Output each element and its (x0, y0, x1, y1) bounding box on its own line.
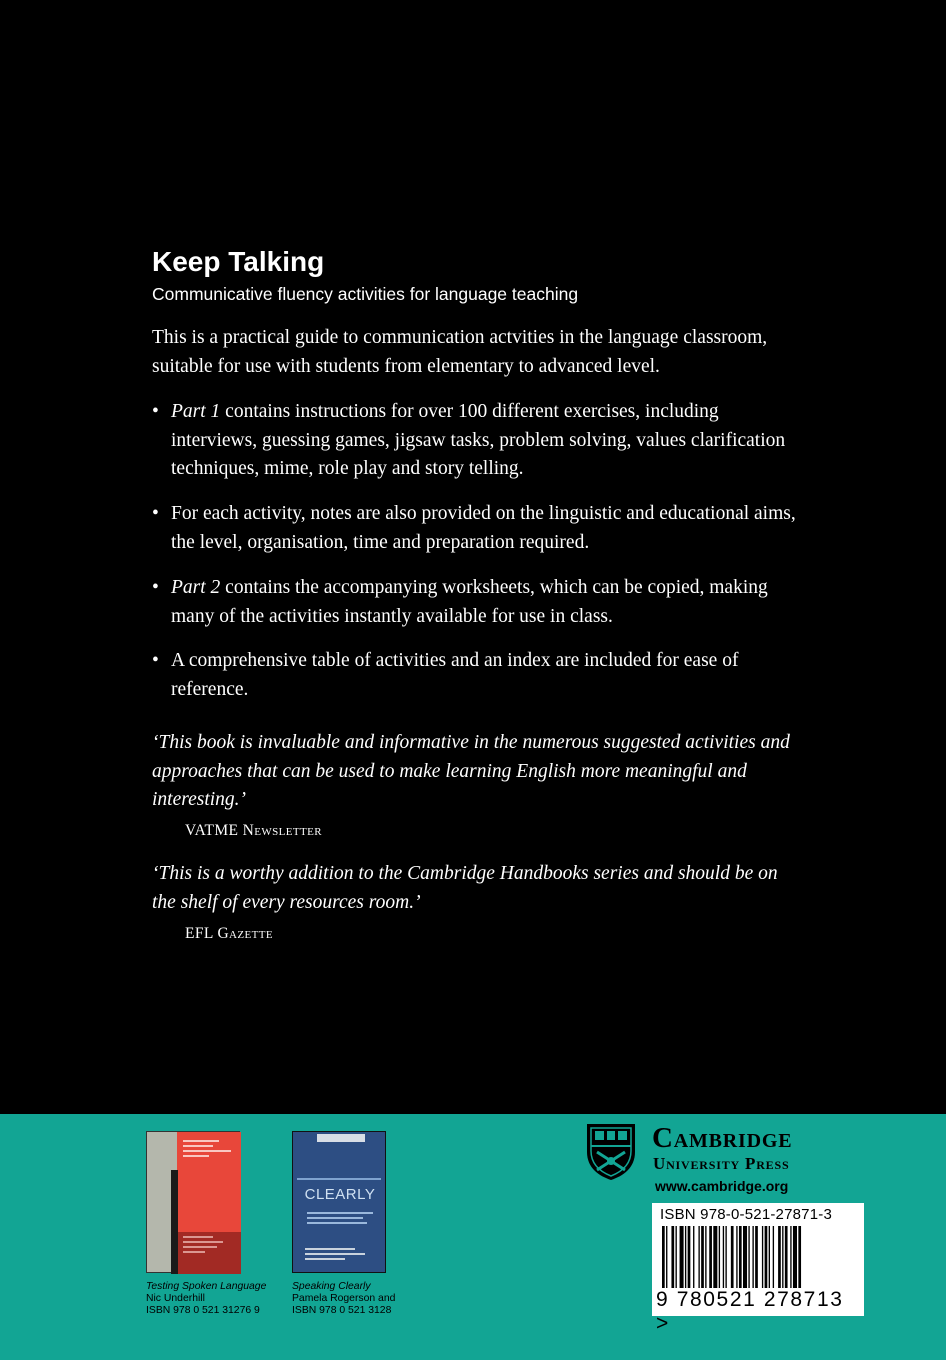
bullet-lead: Part 1 (171, 401, 221, 422)
bullet-item (152, 647, 802, 704)
bullet-text (171, 398, 802, 484)
related-book-cover (292, 1131, 386, 1273)
bullet-item (152, 398, 802, 484)
bullet-body: contains instructions for over 100 different exercises, including interviews, guessing games, jigsaw tasks, problem solving, values clarification techniques, mime, role play and story telling. (171, 401, 786, 480)
quote-source: EFL Gazette (185, 925, 273, 942)
bullet-item (152, 574, 802, 631)
bullet-symbol: • (152, 577, 159, 598)
related-book-info (146, 1281, 267, 1316)
bullet-body: contains the accompanying worksheets, which can be copied, making many of the activities instantly available for use in class. (171, 577, 768, 627)
barcode-digits: 9 780521 278713 > (656, 1288, 844, 1335)
related-book-cover (146, 1131, 240, 1273)
publisher-website[interactable]: www.cambridge.org (655, 1178, 789, 1194)
review-quote: ‘This is a worthy addition to the Cambridge Handbooks series and should be on the shelf of every resources room.’ (152, 863, 778, 913)
related-book-author: Pamela Rogerson and (292, 1292, 396, 1304)
isbn-label: ISBN 978-0-521-27871-3 (660, 1206, 833, 1223)
intro-paragraph: This is a practical guide to communication actvities in the language classroom, suitable for use with students from elementary to advanced level. (152, 327, 768, 377)
related-book-title: Speaking Clearly (292, 1281, 371, 1292)
related-book-author: Nic Underhill (146, 1292, 205, 1304)
bullet-text (171, 647, 802, 704)
bullet-symbol: • (152, 503, 159, 524)
bullet-symbol: • (152, 401, 159, 422)
related-book-title: Testing Spoken Language (146, 1281, 267, 1292)
barcode-bars (660, 1226, 856, 1288)
bullet-text (171, 500, 802, 557)
bullet-body: A comprehensive table of activities and an index are included for ease of reference. (171, 650, 739, 700)
cover-word: CLEARLY (304, 1186, 376, 1203)
publisher-name: Cambridge (652, 1122, 793, 1154)
bullet-body: For each activity, notes are also provided on the linguistic and educational aims, the level, organisation, time and preparation required. (171, 503, 796, 553)
review-quote: ‘This book is invaluable and informative in the numerous suggested activities and approaches that can be used to make learning English more meaningful and interesting.’ (152, 732, 790, 811)
publisher-subname: University Press (653, 1154, 790, 1173)
cambridge-shield-icon (585, 1122, 637, 1182)
related-book-isbn: ISBN 978 0 521 3128 (292, 1304, 392, 1316)
bullet-text (171, 574, 802, 631)
bullet-lead: Part 2 (171, 577, 221, 598)
bullet-item (152, 500, 802, 557)
bullet-symbol: • (152, 650, 159, 671)
book-title: Keep Talking (152, 246, 325, 277)
related-book-info (292, 1281, 396, 1316)
related-book-isbn: ISBN 978 0 521 31276 9 (146, 1304, 260, 1316)
quote-source: VATME Newsletter (185, 822, 323, 839)
book-subtitle: Communicative fluency activities for language teaching (152, 284, 579, 304)
